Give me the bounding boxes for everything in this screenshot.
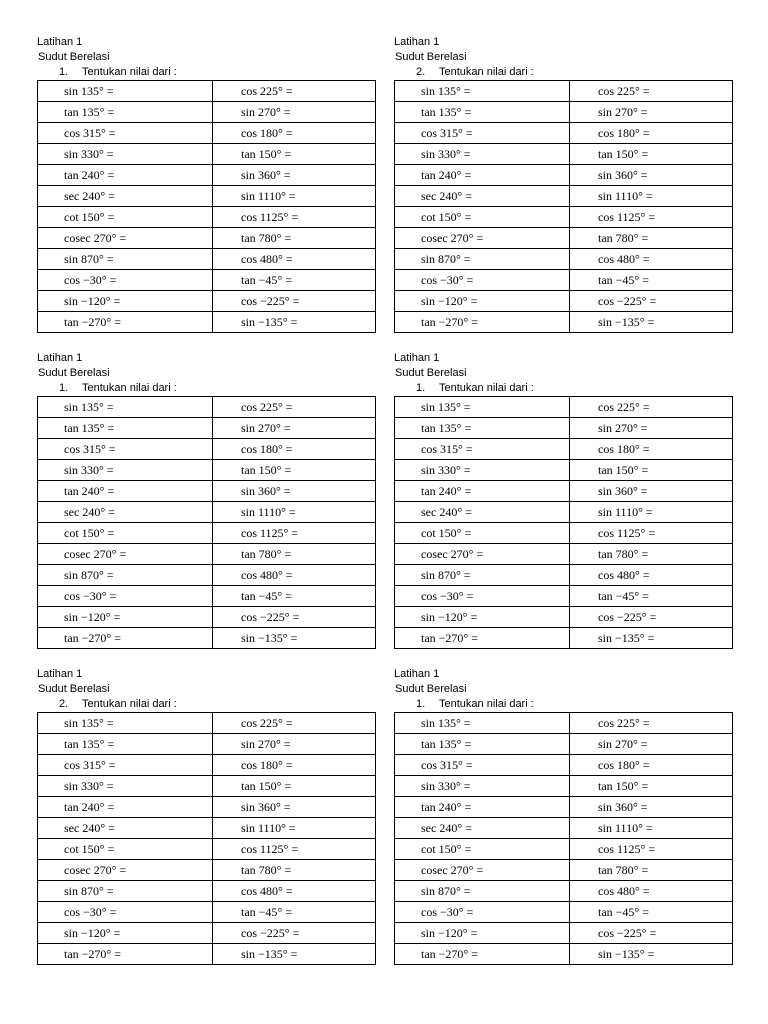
exercise-cell: sin −120° = <box>38 291 213 312</box>
exercise-cell: tan 135° = <box>395 418 570 439</box>
table-row <box>395 291 733 312</box>
exercise-cell: sin 135° = <box>395 397 570 418</box>
exercise-instruction <box>37 697 377 712</box>
table-row <box>38 586 376 607</box>
table-row <box>395 544 733 565</box>
table-row <box>38 818 376 839</box>
exercise-cell: tan −45° = <box>570 586 733 607</box>
exercise-cell: tan 135° = <box>38 734 213 755</box>
table-row <box>38 607 376 628</box>
exercise-cell: sin 870° = <box>38 249 213 270</box>
exercise-cell: cos 315° = <box>38 123 213 144</box>
exercise-subtitle: Sudut Berelasi <box>395 367 467 379</box>
exercise-cell: cos −30° = <box>395 270 570 291</box>
table-row <box>395 439 733 460</box>
table-row <box>395 144 733 165</box>
exercise-cell: tan 240° = <box>38 797 213 818</box>
exercise-cell: cos 315° = <box>38 439 213 460</box>
exercise-cell: sin 870° = <box>395 565 570 586</box>
exercise-block <box>394 35 734 329</box>
exercise-cell: tan 150° = <box>570 776 733 797</box>
exercise-cell: tan −270° = <box>395 312 570 333</box>
exercise-cell: tan 780° = <box>570 544 733 565</box>
exercise-cell: sin 870° = <box>395 249 570 270</box>
exercise-title: Latihan 1 <box>394 36 440 48</box>
exercise-subtitle: Sudut Berelasi <box>395 683 467 695</box>
table-row <box>38 544 376 565</box>
exercise-cell: cos 315° = <box>395 123 570 144</box>
table-row <box>395 713 733 734</box>
exercise-cell: sin −135° = <box>570 628 733 649</box>
exercise-cell: cos 180° = <box>213 123 376 144</box>
table-row <box>395 565 733 586</box>
exercise-cell: cos 1125° = <box>570 207 733 228</box>
table-row <box>38 270 376 291</box>
table-row <box>38 755 376 776</box>
table-row <box>395 102 733 123</box>
table-row <box>395 586 733 607</box>
exercise-cell: cos −225° = <box>570 607 733 628</box>
exercise-subtitle: Sudut Berelasi <box>38 367 110 379</box>
exercise-cell: sin 1110° = <box>213 818 376 839</box>
exercise-cell: sin 330° = <box>38 776 213 797</box>
table-row <box>395 502 733 523</box>
exercise-cell: tan −45° = <box>570 270 733 291</box>
exercise-cell: cosec 270° = <box>395 228 570 249</box>
exercise-cell: cos 1125° = <box>570 523 733 544</box>
exercise-block <box>37 667 377 961</box>
exercise-cell: cos 480° = <box>570 881 733 902</box>
exercise-cell: tan 240° = <box>395 797 570 818</box>
exercise-cell: sin −120° = <box>395 923 570 944</box>
exercise-instruction <box>394 697 734 712</box>
exercise-cell: tan −270° = <box>38 628 213 649</box>
table-row <box>38 923 376 944</box>
exercise-cell: cot 150° = <box>395 839 570 860</box>
exercise-cell: sin 330° = <box>38 144 213 165</box>
exercise-cell: sin 1110° = <box>570 186 733 207</box>
exercise-cell: sin 270° = <box>213 102 376 123</box>
exercise-cell: tan 150° = <box>213 460 376 481</box>
exercise-table <box>394 396 733 649</box>
exercise-block <box>37 35 377 329</box>
exercise-title: Latihan 1 <box>37 352 83 364</box>
exercise-cell: sec 240° = <box>395 818 570 839</box>
exercise-cell: sin 1110° = <box>213 186 376 207</box>
instruction-number: 2. <box>416 66 426 78</box>
exercise-block <box>394 667 734 961</box>
exercise-cell: cos 480° = <box>570 565 733 586</box>
table-row <box>395 81 733 102</box>
exercise-cell: cot 150° = <box>38 523 213 544</box>
table-row <box>38 523 376 544</box>
exercise-block <box>37 351 377 645</box>
exercise-table <box>37 396 376 649</box>
exercise-cell: sin 135° = <box>38 713 213 734</box>
exercise-instruction <box>394 381 734 396</box>
table-row <box>38 165 376 186</box>
exercise-cell: cos 1125° = <box>570 839 733 860</box>
exercise-cell: tan 150° = <box>570 144 733 165</box>
exercise-cell: cos −30° = <box>38 270 213 291</box>
table-row <box>38 797 376 818</box>
table-row <box>395 460 733 481</box>
exercise-cell: tan 150° = <box>213 144 376 165</box>
exercise-cell: sin 330° = <box>38 460 213 481</box>
table-row <box>38 776 376 797</box>
exercise-cell: tan 240° = <box>38 165 213 186</box>
table-row <box>38 902 376 923</box>
table-row <box>38 839 376 860</box>
exercise-cell: sin 135° = <box>38 81 213 102</box>
exercise-cell: cos 480° = <box>213 881 376 902</box>
exercise-cell: tan 135° = <box>395 102 570 123</box>
exercise-cell: tan 240° = <box>38 481 213 502</box>
table-row <box>38 439 376 460</box>
exercise-cell: tan 150° = <box>570 460 733 481</box>
exercise-title: Latihan 1 <box>37 668 83 680</box>
exercise-cell: sin 360° = <box>570 481 733 502</box>
exercise-table <box>37 712 376 965</box>
exercise-cell: tan −270° = <box>38 944 213 965</box>
table-row <box>395 755 733 776</box>
exercise-cell: cot 150° = <box>38 207 213 228</box>
table-row <box>395 123 733 144</box>
exercise-cell: sin 870° = <box>38 881 213 902</box>
table-row <box>38 944 376 965</box>
exercise-cell: cos 480° = <box>213 249 376 270</box>
table-row <box>38 713 376 734</box>
exercise-cell: sin 1110° = <box>570 502 733 523</box>
exercise-cell: sin 870° = <box>395 881 570 902</box>
exercise-cell: cos −30° = <box>38 902 213 923</box>
exercise-title: Latihan 1 <box>394 668 440 680</box>
exercise-cell: cos 225° = <box>570 81 733 102</box>
exercise-cell: cos 180° = <box>570 439 733 460</box>
exercise-cell: cos 225° = <box>213 713 376 734</box>
table-row <box>38 207 376 228</box>
exercise-cell: tan 780° = <box>213 860 376 881</box>
exercise-cell: sin 360° = <box>213 481 376 502</box>
table-row <box>395 249 733 270</box>
instruction-number: 1. <box>416 698 426 710</box>
exercise-instruction <box>394 65 734 80</box>
exercise-cell: tan −45° = <box>213 902 376 923</box>
exercise-title: Latihan 1 <box>37 36 83 48</box>
exercise-cell: cos 180° = <box>213 755 376 776</box>
exercise-cell: sin 270° = <box>570 734 733 755</box>
table-row <box>395 797 733 818</box>
table-row <box>395 418 733 439</box>
exercise-cell: sin 330° = <box>395 144 570 165</box>
table-row <box>395 902 733 923</box>
exercise-cell: cos −30° = <box>395 586 570 607</box>
exercise-cell: cos −30° = <box>395 902 570 923</box>
exercise-cell: sin 135° = <box>395 713 570 734</box>
table-row <box>395 607 733 628</box>
exercise-cell: cos 480° = <box>570 249 733 270</box>
exercise-cell: cos 1125° = <box>213 523 376 544</box>
table-row <box>38 228 376 249</box>
exercise-cell: sin 360° = <box>570 797 733 818</box>
table-row <box>38 860 376 881</box>
exercise-cell: cos −225° = <box>213 607 376 628</box>
exercise-cell: cosec 270° = <box>395 860 570 881</box>
table-row <box>395 207 733 228</box>
table-row <box>395 228 733 249</box>
exercise-subtitle: Sudut Berelasi <box>38 51 110 63</box>
exercise-cell: cos 225° = <box>570 713 733 734</box>
exercise-cell: sin −135° = <box>213 312 376 333</box>
exercise-cell: sin 360° = <box>570 165 733 186</box>
table-row <box>38 881 376 902</box>
exercise-cell: tan 240° = <box>395 165 570 186</box>
exercise-cell: sin −135° = <box>213 628 376 649</box>
exercise-cell: sin 270° = <box>570 102 733 123</box>
table-row <box>395 165 733 186</box>
exercise-cell: cos 480° = <box>213 565 376 586</box>
table-row <box>38 81 376 102</box>
exercise-cell: cos 1125° = <box>213 207 376 228</box>
table-row <box>395 186 733 207</box>
exercise-cell: tan 135° = <box>38 418 213 439</box>
instruction-text: Tentukan nilai dari : <box>82 66 177 78</box>
table-row <box>395 397 733 418</box>
exercise-cell: sin 270° = <box>570 418 733 439</box>
exercise-cell: cos 315° = <box>395 439 570 460</box>
exercise-cell: sin 270° = <box>213 734 376 755</box>
exercise-cell: cos 315° = <box>38 755 213 776</box>
exercise-cell: sin −120° = <box>395 607 570 628</box>
exercise-cell: cosec 270° = <box>395 544 570 565</box>
exercise-cell: cos 225° = <box>213 397 376 418</box>
table-row <box>38 734 376 755</box>
exercise-table <box>394 712 733 965</box>
exercise-cell: sin 1110° = <box>213 502 376 523</box>
exercise-cell: cos 180° = <box>570 123 733 144</box>
exercise-cell: sin −135° = <box>570 944 733 965</box>
instruction-text: Tentukan nilai dari : <box>439 698 534 710</box>
exercise-cell: cos 180° = <box>570 755 733 776</box>
table-row <box>395 481 733 502</box>
exercise-cell: cot 150° = <box>395 523 570 544</box>
exercise-cell: sin 135° = <box>395 81 570 102</box>
table-row <box>38 418 376 439</box>
exercise-cell: sin −135° = <box>213 944 376 965</box>
exercise-cell: sin 135° = <box>38 397 213 418</box>
table-row <box>395 818 733 839</box>
instruction-text: Tentukan nilai dari : <box>82 698 177 710</box>
exercise-cell: sin 1110° = <box>570 818 733 839</box>
exercise-table <box>394 80 733 333</box>
table-row <box>38 502 376 523</box>
instruction-number: 2. <box>59 698 69 710</box>
instruction-number: 1. <box>59 382 69 394</box>
table-row <box>395 734 733 755</box>
exercise-cell: sin 330° = <box>395 776 570 797</box>
exercise-cell: cosec 270° = <box>38 228 213 249</box>
exercise-cell: tan −270° = <box>395 628 570 649</box>
exercise-cell: cos −225° = <box>570 291 733 312</box>
table-row <box>38 565 376 586</box>
exercise-cell: tan 240° = <box>395 481 570 502</box>
table-row <box>38 312 376 333</box>
exercise-cell: cos 315° = <box>395 755 570 776</box>
exercise-cell: sin −120° = <box>38 923 213 944</box>
exercise-cell: cos −225° = <box>570 923 733 944</box>
exercise-cell: sin 360° = <box>213 797 376 818</box>
exercise-cell: sin −120° = <box>38 607 213 628</box>
exercise-cell: tan −45° = <box>570 902 733 923</box>
table-row <box>38 291 376 312</box>
table-row <box>38 628 376 649</box>
table-row <box>38 249 376 270</box>
exercise-cell: cos −30° = <box>38 586 213 607</box>
exercise-cell: tan −45° = <box>213 586 376 607</box>
exercise-cell: cot 150° = <box>38 839 213 860</box>
instruction-number: 1. <box>416 382 426 394</box>
instruction-number: 1. <box>59 66 69 78</box>
exercise-title: Latihan 1 <box>394 352 440 364</box>
exercise-cell: tan 780° = <box>570 228 733 249</box>
exercise-cell: cot 150° = <box>395 207 570 228</box>
exercise-cell: sec 240° = <box>38 502 213 523</box>
exercise-cell: sin 360° = <box>213 165 376 186</box>
exercise-instruction <box>37 65 377 80</box>
exercise-cell: cosec 270° = <box>38 544 213 565</box>
table-row <box>38 397 376 418</box>
instruction-text: Tentukan nilai dari : <box>82 382 177 394</box>
exercise-cell: tan −270° = <box>38 312 213 333</box>
table-row <box>38 123 376 144</box>
table-row <box>38 186 376 207</box>
exercise-cell: tan 150° = <box>213 776 376 797</box>
exercise-cell: sec 240° = <box>395 186 570 207</box>
table-row <box>38 460 376 481</box>
table-row <box>395 944 733 965</box>
exercise-cell: sec 240° = <box>395 502 570 523</box>
exercise-cell: tan 780° = <box>570 860 733 881</box>
exercise-cell: tan −270° = <box>395 944 570 965</box>
table-row <box>395 270 733 291</box>
exercise-cell: cosec 270° = <box>38 860 213 881</box>
table-row <box>395 523 733 544</box>
instruction-text: Tentukan nilai dari : <box>439 382 534 394</box>
table-row <box>395 923 733 944</box>
exercise-cell: cos 1125° = <box>213 839 376 860</box>
instruction-text: Tentukan nilai dari : <box>439 66 534 78</box>
exercise-cell: sin −120° = <box>395 291 570 312</box>
exercise-cell: cos −225° = <box>213 923 376 944</box>
table-row <box>395 860 733 881</box>
table-row <box>395 776 733 797</box>
exercise-cell: tan −45° = <box>213 270 376 291</box>
exercise-block <box>394 351 734 645</box>
table-row <box>395 839 733 860</box>
table-row <box>395 312 733 333</box>
table-row <box>38 481 376 502</box>
exercise-instruction <box>37 381 377 396</box>
exercise-cell: tan 135° = <box>38 102 213 123</box>
exercise-cell: sin −135° = <box>570 312 733 333</box>
table-row <box>38 144 376 165</box>
table-row <box>38 102 376 123</box>
exercise-cell: cos 225° = <box>570 397 733 418</box>
exercise-cell: sin 870° = <box>38 565 213 586</box>
exercise-cell: cos 180° = <box>213 439 376 460</box>
table-row <box>395 881 733 902</box>
exercise-cell: tan 780° = <box>213 544 376 565</box>
exercise-subtitle: Sudut Berelasi <box>38 683 110 695</box>
exercise-cell: sec 240° = <box>38 818 213 839</box>
exercise-table <box>37 80 376 333</box>
exercise-cell: sin 270° = <box>213 418 376 439</box>
exercise-subtitle: Sudut Berelasi <box>395 51 467 63</box>
exercise-cell: cos −225° = <box>213 291 376 312</box>
exercise-cell: sin 330° = <box>395 460 570 481</box>
exercise-cell: cos 225° = <box>213 81 376 102</box>
exercise-cell: tan 780° = <box>213 228 376 249</box>
exercise-cell: sec 240° = <box>38 186 213 207</box>
table-row <box>395 628 733 649</box>
exercise-cell: tan 135° = <box>395 734 570 755</box>
